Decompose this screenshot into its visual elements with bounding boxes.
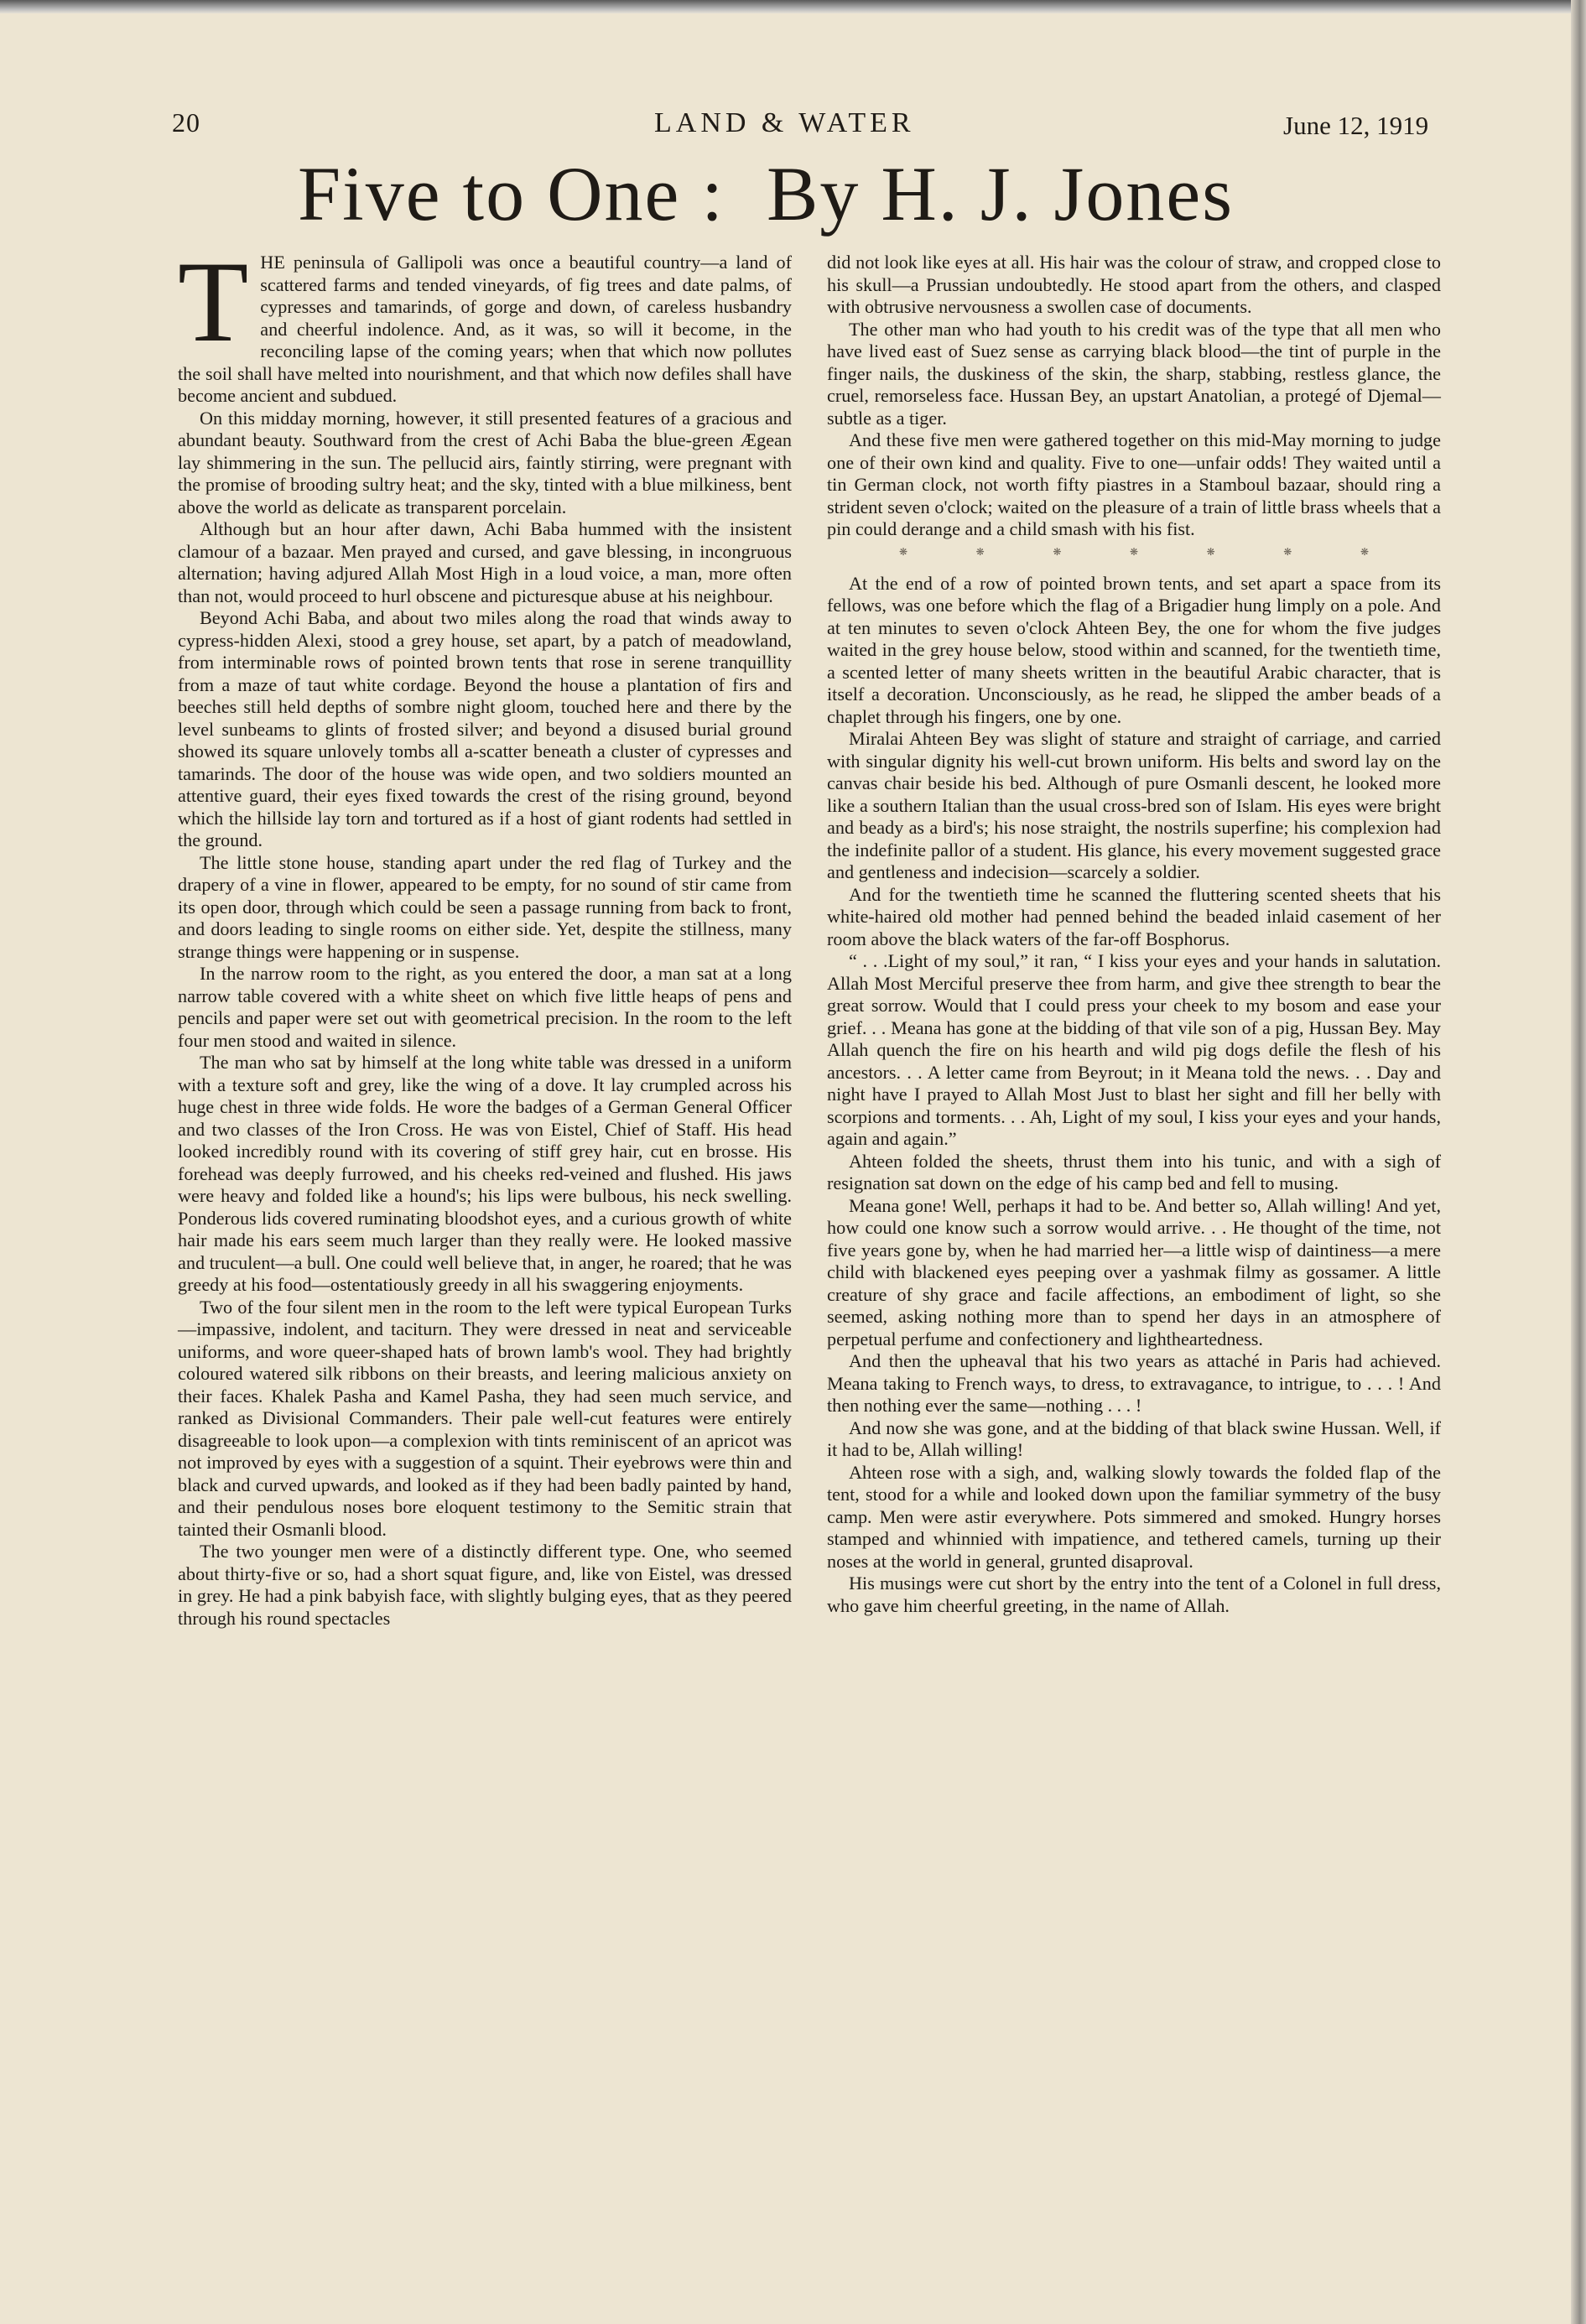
paragraph: On this midday morning, however, it still presented features of a gracious and abundant beauty. Southward from the crest of Achi Baba the blue-green Ægean lay shimmering in the sun. The pellucid airs, faintly stirring, were pregnant with the promise of brooding sultry heat; and the sky, tinted with a blue milkiness, bent above the world as delicate as transparent porcelain.: [178, 407, 792, 517]
paragraph: The little stone house, standing apart under the red flag of Turkey and the drapery of a vine in flower, appeared to be empty, for no sound of stir came from its open door, through which could be seen a passage running from back to front, and doors leading to single rooms on either side. Yet, despite the stillness, many strange things were happening or in suspense.: [178, 851, 792, 962]
ornament-glyph: ❋: [899, 545, 908, 558]
ornament-glyph: ❋: [1053, 545, 1062, 558]
section-break: [899, 546, 1369, 558]
publication-masthead: LAND & WATER: [654, 107, 915, 138]
ornament-glyph: ❋: [1206, 545, 1215, 558]
paragraph: Two of the four silent men in the room to the left were typical European Turks—impassive, indolent, and taciturn. They were dressed in neat and serviceable uniforms, and wore queer-shaped hats of brown lamb's wool. They had brightly coloured watered silk ribbons on their breasts, and leering malicious anxiety on their faces. Khalek Pasha and Kamel Pasha, they had seen much service, and ranked as Divisional Commanders. Their pale well-cut features were entirely disagreeable to look upon—a complexion with tints reminiscent of an apricot was not improved by eyes with a suggestion of a squint. Their eyebrows were thin and black and curved upwards, and looked as if they had been badly painted by hand, and their pendulous noses bore eloquent testimony to the Semitic strain that tainted their Osmanli blood.: [178, 1296, 792, 1540]
paragraph: The other man who had youth to his credit was of the type that all men who have lived east of Suez sense as carrying black blood—the tint of purple in the finger nails, the duskiness of the skin, the sharp, stabbing, restless glance, the cruel, remorseless face. Hussan Bey, an upstart Anatolian, a protegé of Djemal—subtle as a tiger.: [827, 318, 1441, 429]
paragraph: And then the upheaval that his two years as attaché in Paris had achieved. Meana taking to French ways, to dress, to extravagance, to intrigue, to . . . ! And then nothing ever the same—nothing . . . !: [827, 1350, 1441, 1416]
drop-cap: T: [178, 237, 249, 366]
paragraph: “ . . .Light of my soul,” it ran, “ I kiss your eyes and your hands in salutation. Allah Most Merciful preserve thee from harm, and give thee strength to bear the great sorrow. Would that I could press your cheek to my bosom and ease your grief. . . Meana has gone at the bidding of that vile son of a pig, Hussan Bey. May Allah quench the fire on his hearth and wild pig dogs defile the flesh of his ancestors. . . A letter came from Beyrout; in it Meana told the news. . . Day and night have I prayed to Allah Most Just to blast her sight and fill her belly with scorpions and torments. . . Ah, Light of my soul, I kiss your eyes and your hands, again and again.”: [827, 950, 1441, 1149]
issue-date: June 12, 1919: [1283, 111, 1429, 140]
ornament-glyph: ❋: [1129, 545, 1139, 558]
ornament-glyph: ❋: [1360, 545, 1369, 558]
paragraph: The man who sat by himself at the long white table was dressed in a uniform with a texture soft and grey, like the wing of a dove. It lay crumpled across his huge chest in three wide folds. He wore the badges of a German General Officer and two classes of the Iron Cross. He was von Eistel, Chief of Staff. His head looked incredibly round with its covering of stiff grey hair, cut en brosse. His forehead was deeply furrowed, and his cheeks red-veined and flushed. His jaws were heavy and folded like a hound's; his lips were bulbous, his neck swelling. Ponderous lids covered ruminating bloodshot eyes, and a curious growth of white hair made his ears seem much larger than they really were. He looked massive and truculent—a bull. One could well believe that, in anger, he roared; that he was greedy at his food—ostentatiously greedy in all his swaggering enjoyments.: [178, 1052, 792, 1295]
paragraph: And now she was gone, and at the bidding of that black swine Hussan. Well, if it had to be, Allah willing!: [827, 1417, 1441, 1460]
paragraph: And these five men were gathered together on this mid-May morning to judge one of their own kind and quality. Five to one—unfair odds! They waited until a tin German clock, not worth fifty piastres in a Stamboul bazaar, should ring a strident seven o'clock; waited on the pleasure of a train of little brass wheels that a pin could derange and a child smash with his fist.: [827, 429, 1441, 539]
ornament-glyph: ❋: [975, 545, 985, 558]
paragraph: Beyond Achi Baba, and about two miles along the road that winds away to cypress-hidden Alexi, stood a grey house, set apart, by a patch of meadowland, from interminable rows of pointed brown tents that rose in serene tranquillity from a maze of taut white cordage. Beyond the house a plantation of firs and beeches still held depths of sombre night gloom, touched here and there by the level sunbeams to glints of frosted silver; and beyond a disused burial ground showed its square unlovely tombs all a-scatter beneath a cluster of cypresses and tamarinds. The door of the house was wide open, and two soldiers mounted an attentive guard, their eyes fixed towards the crest of the rising ground, beyond which the hillside lay torn and tortured as if a host of giant rodents had settled in the ground.: [178, 607, 792, 850]
page-number: 20: [172, 107, 200, 138]
ornament-glyph: ❋: [1283, 545, 1292, 558]
paragraph: did not look like eyes at all. His hair was the colour of straw, and cropped close to his skull—a Prussian undoubtedly. He stood apart from the others, and clasped with obtrusive nervousness a swollen case of documents.: [827, 252, 1441, 317]
article-column-right: [827, 252, 1441, 1617]
paragraph: At the end of a row of pointed brown tents, and set apart a space from its fellows, was one before which the flag of a Brigadier hung limply on a pole. And at ten minutes to seven o'clock Ahteen Bey, the one for whom the five judges waited in the grey house below, stood within and scanned, for the twentieth time, a scented letter of many sheets written in the beautiful Arabic character, that is itself a decoration. Unconsciously, as he read, he slipped the amber beads of a chaplet through his fingers, one by one.: [827, 572, 1441, 727]
paragraph: Ahteen folded the sheets, thrust them into his tunic, and with a sigh of resignation sat down on the edge of his camp bed and fell to musing.: [827, 1150, 1441, 1193]
paragraph: HE peninsula of Gallipoli was once a beautiful country—a land of scattered farms and tended vineyards, of fig trees and date palms, of cypresses and tamarinds, of gorge and down, of careless husbandry and cheerful indolence. And, as it was, so will it become, in the reconciling lapse of the coming years; when that which now pollutes the soil shall have melted into nourishment, and that which now defiles shall have become ancient and subdued.: [178, 252, 792, 406]
article-column-left: [178, 237, 792, 1630]
paragraph: His musings were cut short by the entry into the tent of a Colonel in full dress, who gave him cheerful greeting, in the name of Allah.: [827, 1573, 1441, 1616]
paragraph: And for the twentieth time he scanned the fluttering scented sheets that his white-haired old mother had penned behind the beaded inlaid casement of her room above the black waters of the far-off Bosphorus.: [827, 883, 1441, 949]
article-title: Five to One : By H. J. Jones: [298, 151, 1234, 237]
paragraph: Ahteen rose with a sigh, and, walking slowly towards the folded flap of the tent, stood for a while and looked down upon the familiar symmetry of the busy camp. Men were astir everywhere. Pots simmered and smoked. Hungry horses stamped and whinnied with impatience, and tethered camels, turning up their noses at the world in general, grunted disaproval.: [827, 1461, 1441, 1572]
paragraph: In the narrow room to the right, as you entered the door, a man sat at a long narrow table covered with a white sheet on which five little heaps of pens and pencils and paper were set out with geometrical precision. In the room to the left four men stood and waited in silence.: [178, 963, 792, 1051]
paragraph: Miralai Ahteen Bey was slight of stature and straight of carriage, and carried with singular dignity his well-cut brown uniform. His belts and sword lay on the canvas chair beside his bed. Although of pure Osmanli descent, he looked more like a southern Italian than the usual cross-bred son of Islam. His eyes were bright and beady as a bird's; his nose straight, the nostrils superfine; his complexion had the indefinite pallor of a student. His glance, his every movement suggested grace and gentleness and indecision—scarcely a soldier.: [827, 728, 1441, 882]
paragraph: Meana gone! Well, perhaps it had to be. And better so, Allah willing! And yet, how could one know such a sorrow would arrive. . . He thought of the time, not five years gone by, when he had married her—a little wisp of daintiness—a mere child with blackened eyes peeping over a yashmak filmy as gossamer. A little creature of shy grace and facile affections, an embodiment of light, so she seemed, asking nothing more than to spend her days in an atmosphere of perpetual perfume and confectionery and lightheartedness.: [827, 1194, 1441, 1349]
paragraph: Although but an hour after dawn, Achi Baba hummed with the insistent clamour of a bazaar. Men prayed and cursed, and gave blessing, in incongruous alternation; having adjured Allah Most High in a loud voice, a man, more often than not, would proceed to hurl obscene and picturesque abuse at his neighbour.: [178, 518, 792, 606]
paragraph: The two younger men were of a distinctly different type. One, who seemed about thirty-five or so, had a short squat figure, and, like von Eistel, was dressed in grey. He had a pink babyish face, with slightly bulging eyes, that as they peered through his round spectacles: [178, 1541, 792, 1629]
